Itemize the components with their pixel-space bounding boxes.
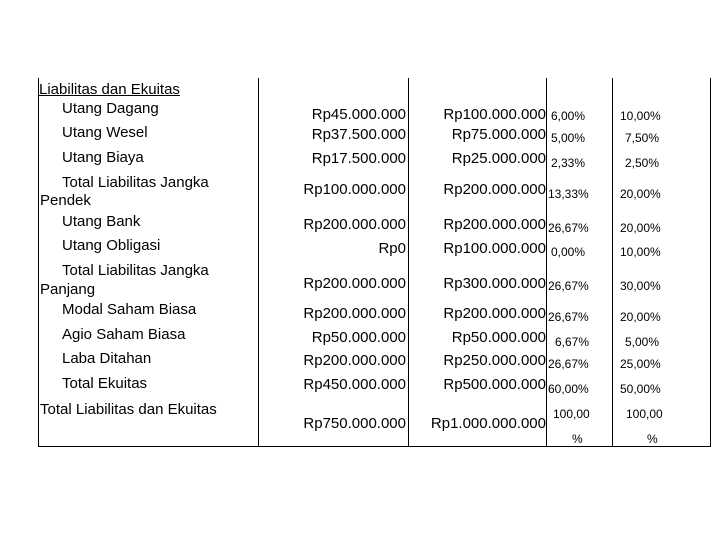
- percent-col-2-number: 100,00: [626, 407, 663, 421]
- value-col-2: Rp500.000.000: [443, 376, 546, 393]
- percent-col-1: 26,67%: [548, 279, 589, 293]
- column-divider-4: [612, 78, 613, 446]
- row-label-line-1: Total Liabilitas Jangka: [62, 174, 209, 191]
- value-col-1: Rp200.000.000: [303, 216, 406, 233]
- percent-col-2: 20,00%: [620, 187, 661, 201]
- value-col-2: Rp1.000.000.000: [430, 415, 546, 432]
- percent-col-1: 6,67%: [555, 335, 590, 349]
- row-label: Utang Biaya: [62, 149, 144, 166]
- percent-col-1: 13,33%: [548, 187, 589, 201]
- value-col-1: Rp750.000.000: [303, 415, 406, 432]
- row-label: Modal Saham Biasa: [62, 301, 197, 318]
- row-label: Agio Saham Biasa: [62, 326, 186, 343]
- percent-col-2-sign: %: [647, 432, 658, 446]
- value-col-1: Rp200.000.000: [303, 275, 406, 292]
- value-col-2: Rp100.000.000: [443, 106, 546, 123]
- column-divider-2: [408, 78, 409, 446]
- value-col-2: Rp75.000.000: [451, 126, 546, 143]
- percent-col-1: 5,00%: [551, 131, 586, 145]
- percent-col-2: 7,50%: [625, 131, 660, 145]
- percent-col-1: 0,00%: [551, 245, 586, 259]
- value-col-1: Rp37.500.000: [311, 126, 406, 143]
- row-label-line-2: Panjang: [40, 281, 96, 298]
- value-col-2: Rp200.000.000: [443, 216, 546, 233]
- percent-col-2: 30,00%: [620, 279, 661, 293]
- row-label: Total Ekuitas: [62, 375, 148, 392]
- value-col-1: Rp0: [378, 240, 406, 257]
- percent-col-2: 20,00%: [620, 221, 661, 235]
- percent-col-2: 10,00%: [620, 109, 661, 123]
- value-col-1: Rp200.000.000: [303, 305, 406, 322]
- row-label: Utang Obligasi: [62, 237, 161, 254]
- percent-col-1: 26,67%: [548, 221, 589, 235]
- column-divider-3: [546, 78, 547, 446]
- row-label: Total Liabilitas dan Ekuitas: [40, 401, 217, 418]
- value-col-1: Rp200.000.000: [303, 352, 406, 369]
- percent-col-2: 25,00%: [620, 357, 661, 371]
- percent-col-2: 20,00%: [620, 310, 661, 324]
- value-col-2: Rp200.000.000: [443, 305, 546, 322]
- row-label-line-1: Total Liabilitas Jangka: [62, 262, 209, 279]
- percent-col-1: 2,33%: [551, 156, 586, 170]
- percent-col-1: 6,00%: [551, 109, 586, 123]
- percent-col-2: 50,00%: [620, 382, 661, 396]
- value-col-2: Rp200.000.000: [443, 181, 546, 198]
- value-col-2: Rp250.000.000: [443, 352, 546, 369]
- value-col-2: Rp50.000.000: [451, 329, 546, 346]
- table-left-border: [38, 78, 39, 446]
- row-label: Utang Bank: [62, 213, 141, 230]
- row-label-line-2: Pendek: [40, 192, 91, 209]
- value-col-1: Rp50.000.000: [311, 329, 406, 346]
- column-divider-1: [258, 78, 259, 446]
- percent-col-2: 5,00%: [625, 335, 660, 349]
- value-col-2: Rp100.000.000: [443, 240, 546, 257]
- percent-col-1: 60,00%: [548, 382, 589, 396]
- value-col-1: Rp100.000.000: [303, 181, 406, 198]
- value-col-2: Rp25.000.000: [451, 150, 546, 167]
- table-bottom-border: [38, 446, 711, 447]
- value-col-1: Rp45.000.000: [311, 106, 406, 123]
- percent-col-1-number: 100,00: [553, 407, 590, 421]
- percent-col-1: 26,67%: [548, 357, 589, 371]
- percent-col-2: 2,50%: [625, 156, 660, 170]
- row-label: Utang Dagang: [62, 100, 159, 117]
- value-col-2: Rp300.000.000: [443, 275, 546, 292]
- table-right-border: [710, 78, 711, 446]
- row-label: Laba Ditahan: [62, 350, 152, 367]
- value-col-1: Rp17.500.000: [311, 150, 406, 167]
- row-label: Utang Wesel: [62, 124, 148, 141]
- percent-col-2: 10,00%: [620, 245, 661, 259]
- percent-col-1-sign: %: [572, 432, 583, 446]
- value-col-1: Rp450.000.000: [303, 376, 406, 393]
- percent-col-1: 26,67%: [548, 310, 589, 324]
- section-title: Liabilitas dan Ekuitas: [39, 81, 180, 98]
